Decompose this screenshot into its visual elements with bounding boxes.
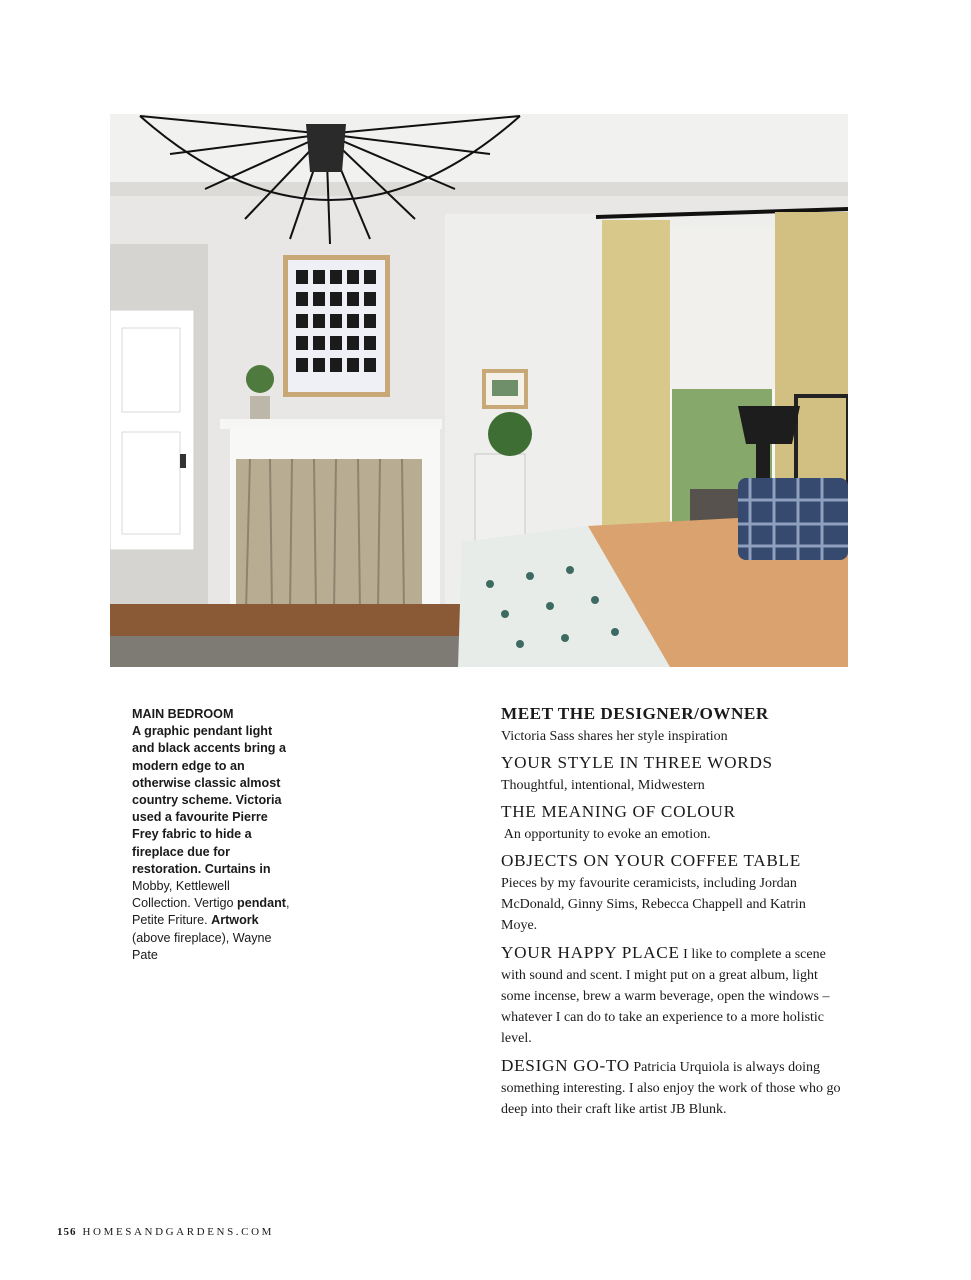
page-footer: [57, 1226, 274, 1238]
section-meet-designer: [501, 702, 841, 747]
meet-designer-heading: MEET THE DESIGNER/OWNER: [501, 704, 769, 723]
section-happy-place: [501, 941, 841, 1049]
colour-heading: THE MEANING OF COLOUR: [501, 802, 736, 821]
coffee-table-text: Pieces by my favourite ceramicists, including Jordan McDonald, Ginny Sims, Rebecca Chappell and Katrin Moye.: [501, 876, 806, 933]
bedroom-photo: [110, 114, 848, 667]
style-heading: YOUR STYLE IN THREE WORDS: [501, 753, 773, 772]
caption-pendant-label: pendant: [237, 896, 286, 911]
section-design-go-to: [501, 1054, 841, 1120]
bedroom-illustration: [110, 114, 848, 667]
photo-caption: [132, 706, 292, 964]
designer-interview: [501, 702, 841, 1120]
site-url: HOMESANDGARDENS.COM: [82, 1226, 274, 1238]
page-number: 156: [57, 1226, 77, 1238]
coffee-table-heading: OBJECTS ON YOUR COFFEE TABLE: [501, 851, 801, 870]
caption-body: A graphic pendant light and black accents bring a modern edge to an otherwise classic almost country scheme. Victoria used a favourite Pierre Frey fabric to hide a fireplace due for restoration.: [132, 724, 286, 876]
section-colour: [501, 800, 841, 845]
caption-title: MAIN BEDROOM: [132, 707, 234, 721]
design-go-to-heading: DESIGN GO-TO: [501, 1056, 630, 1075]
colour-text: An opportunity to evoke an emotion.: [501, 827, 711, 842]
design-go-to-text: Patricia Urquiola is always doing something interesting. I also enjoy the work of those who go deep into their craft like artist JB Blunk.: [501, 1060, 841, 1117]
caption-curtains-label: Curtains in: [204, 861, 271, 876]
happy-place-heading: YOUR HAPPY PLACE: [501, 943, 680, 962]
section-coffee-table: [501, 849, 841, 936]
section-style: [501, 751, 841, 796]
meet-designer-text: Victoria Sass shares her style inspiration: [501, 729, 728, 744]
caption-curtains-text: Mobby, Kettlewell Collection. Vertigo: [132, 879, 238, 911]
caption-artwork-label: Artwork: [211, 913, 259, 928]
caption-pendant-text: , Petite Friture.: [132, 896, 290, 928]
caption-artwork-text: (above fireplace), Wayne Pate: [132, 930, 272, 962]
happy-place-text: I like to complete a scene with sound and scent. I might put on a great album, light some incense, brew a warm beverage, open the windows – whatever I can do to take an experience to a more holistic level.: [501, 947, 830, 1046]
style-text: Thoughtful, intentional, Midwestern: [501, 778, 705, 793]
